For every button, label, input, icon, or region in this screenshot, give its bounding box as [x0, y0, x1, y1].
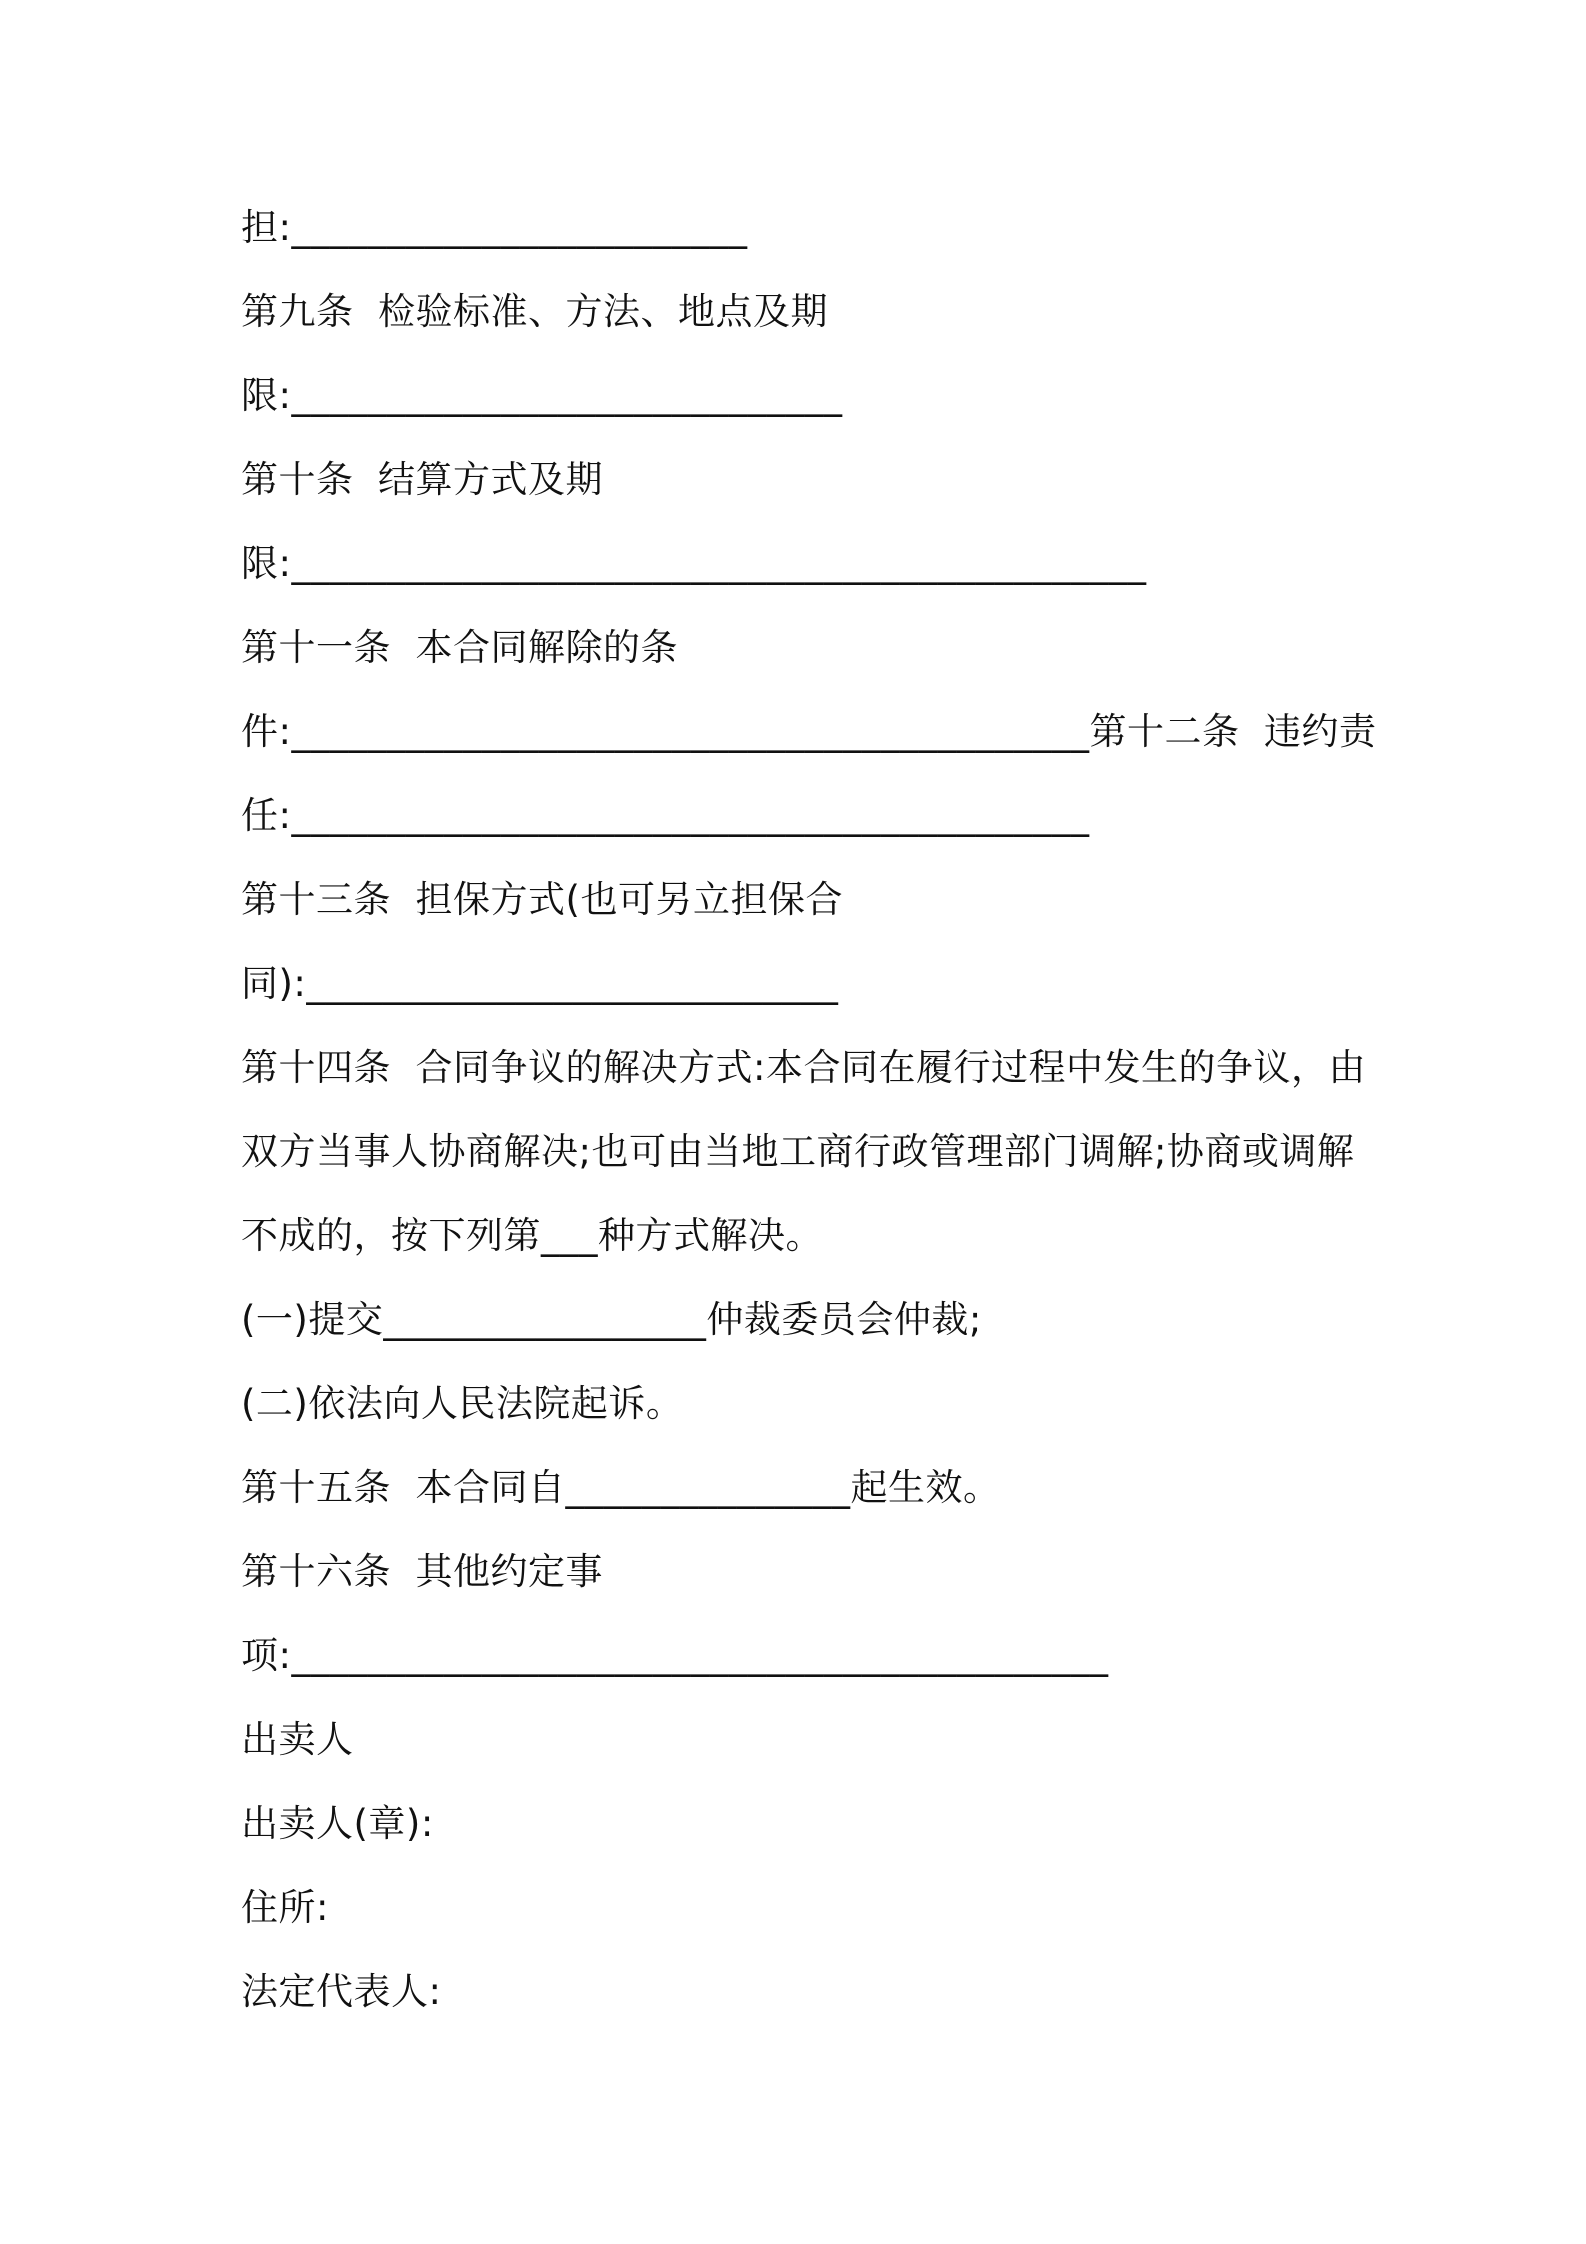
- clause-15: 第十五条 本合同自_______________起生效。: [241, 1466, 1001, 1509]
- clause-8-continuation: 担:________________________: [241, 206, 748, 249]
- clause-14-line-3: 不成的，按下列第___种方式解决。: [241, 1214, 823, 1257]
- clause-14-option-1: (一)提交_________________仲裁委员会仲裁;: [241, 1298, 982, 1341]
- clause-10-blank: 限:_____________________________________________: [241, 542, 1147, 585]
- clause-9-heading: 第九条 检验标准、方法、地点及期: [241, 290, 829, 333]
- seller-address-field: 住所:: [241, 1886, 329, 1929]
- clause-16-blank: 项:___________________________________________: [241, 1634, 1109, 1677]
- clause-14-option-2: (二)依法向人民法院起诉。: [241, 1382, 684, 1425]
- seller-heading: 出卖人: [241, 1718, 354, 1761]
- seller-legal-representative-field: 法定代表人:: [241, 1970, 442, 2013]
- clause-9-blank: 限:_____________________________: [241, 374, 843, 417]
- clause-11-blank-clause-12-heading: 件:__________________________________________第十二条 违约责: [241, 710, 1377, 753]
- clause-13-heading: 第十三条 担保方式(也可另立担保合: [241, 878, 843, 921]
- clause-14-line-1: 第十四条 合同争议的解决方式:本合同在履行过程中发生的争议，由: [241, 1046, 1366, 1089]
- clause-13-blank: 同):____________________________: [241, 962, 839, 1005]
- clause-10-heading: 第十条 结算方式及期: [241, 458, 604, 501]
- clause-12-blank: 任:__________________________________________: [241, 794, 1090, 837]
- clause-11-heading: 第十一条 本合同解除的条: [241, 626, 679, 669]
- clause-14-line-2: 双方当事人协商解决;也可由当地工商行政管理部门调解;协商或调解: [241, 1130, 1355, 1173]
- clause-16-heading: 第十六条 其他约定事: [241, 1550, 604, 1593]
- seller-seal-field: 出卖人(章):: [241, 1802, 434, 1845]
